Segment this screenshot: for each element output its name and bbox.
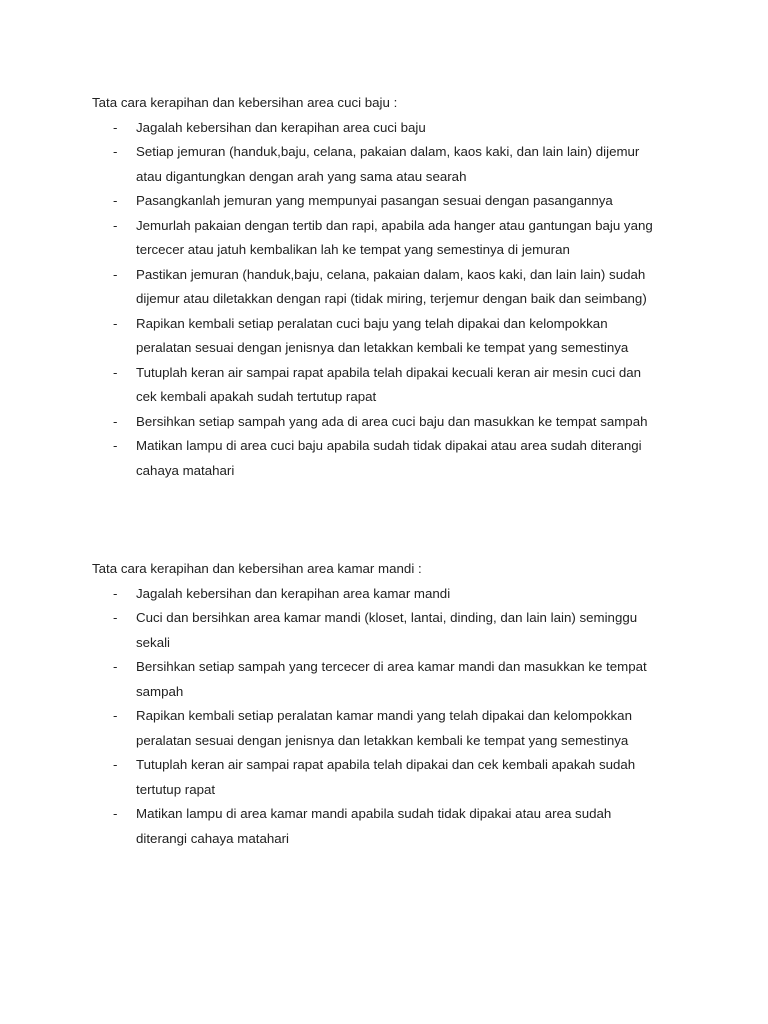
- dash-bullet: -: [113, 217, 118, 233]
- dash-bullet: -: [113, 193, 118, 208]
- item-text-line: Jagalah kebersihan dan kerapihan area cuci baju: [136, 119, 426, 135]
- item-text-line: peralatan sesuai dengan jenisnya dan letakkan kembali ke tempat yang semestinya: [136, 732, 629, 748]
- item-text-line: sampah: [136, 683, 184, 699]
- laundry-area-list: [92, 116, 692, 484]
- list-item: [92, 434, 692, 483]
- laundry-area-section: [92, 91, 692, 483]
- dash-bullet: -: [113, 266, 118, 282]
- item-text-line: cek kembali apakah sudah tertutup rapat: [136, 389, 377, 404]
- dash-bullet: -: [113, 144, 118, 159]
- list-item: [92, 410, 692, 435]
- bathroom-area-heading: Tata cara kerapihan dan kebersihan area kamar mandi :: [92, 561, 422, 576]
- dash-bullet: -: [113, 364, 118, 380]
- list-item: [92, 655, 692, 704]
- item-text-line: Setiap jemuran (handuk,baju, celana, pakaian dalam, kaos kaki, dan lain lain) dijemur: [136, 144, 640, 159]
- item-text-line: dijemur atau diletakkan dengan rapi (tidak miring, terjemur dengan baik dan seimbang): [136, 291, 647, 306]
- item-text-line: Jagalah kebersihan dan kerapihan area kamar mandi: [136, 585, 451, 601]
- item-text-line: Pastikan jemuran (handuk,baju, celana, pakaian dalam, kaos kaki, dan lain lain) sudah: [136, 266, 646, 282]
- item-text-line: peralatan sesuai dengan jenisnya dan letakkan kembali ke tempat yang semestinya: [136, 340, 629, 355]
- list-item: [92, 140, 692, 189]
- list-item: [92, 312, 692, 361]
- item-text-line: Jemurlah pakaian dengan tertib dan rapi, apabila ada hanger atau gantungan baju yang: [136, 217, 653, 233]
- dash-bullet: -: [113, 757, 118, 772]
- item-text-line: Tutuplah keran air sampai rapat apabila telah dipakai dan cek kembali apakah sudah: [136, 757, 636, 772]
- dash-bullet: -: [113, 438, 118, 453]
- dash-bullet: -: [113, 610, 118, 625]
- list-item: [92, 189, 692, 214]
- list-item: [92, 214, 692, 263]
- dash-bullet: -: [113, 708, 118, 723]
- dash-bullet: -: [113, 806, 118, 821]
- dash-bullet: -: [113, 585, 118, 601]
- item-text-line: Matikan lampu di area cuci baju apabila sudah tidak dipakai atau area sudah diterangi: [136, 438, 642, 453]
- dash-bullet: -: [113, 315, 118, 331]
- list-item: [92, 361, 692, 410]
- dash-bullet: -: [113, 413, 118, 429]
- list-item: [92, 704, 692, 753]
- item-text-line: cahaya matahari: [136, 462, 235, 478]
- item-text-line: Bersihkan setiap sampah yang tercecer di area kamar mandi dan masukkan ke tempat: [136, 659, 647, 674]
- item-text-line: Matikan lampu di area kamar mandi apabila sudah tidak dipakai atau area sudah: [136, 806, 612, 821]
- dash-bullet: -: [113, 659, 118, 674]
- item-text-line: Pasangkanlah jemuran yang mempunyai pasangan sesuai dengan pasangannya: [136, 193, 613, 208]
- list-item: [92, 753, 692, 802]
- item-text-line: tertutup rapat: [136, 781, 216, 797]
- item-text-line: Tutuplah keran air sampai rapat apabila telah dipakai kecuali keran air mesin cuci dan: [136, 364, 642, 380]
- bathroom-area-section: [92, 557, 692, 851]
- item-text-line: Rapikan kembali setiap peralatan cuci baju yang telah dipakai dan kelompokkan: [136, 315, 608, 331]
- item-text-line: Cuci dan bersihkan area kamar mandi (kloset, lantai, dinding, dan lain lain) seminggu: [136, 610, 638, 625]
- item-text-line: Bersihkan setiap sampah yang ada di area cuci baju dan masukkan ke tempat sampah: [136, 413, 648, 429]
- laundry-area-heading: Tata cara kerapihan dan kebersihan area cuci baju :: [92, 95, 398, 110]
- item-text-line: diterangi cahaya matahari: [136, 830, 290, 846]
- list-item: [92, 802, 692, 851]
- item-text-line: tercecer atau jatuh kembalikan lah ke tempat yang semestinya di jemuran: [136, 242, 570, 257]
- item-text-line: Rapikan kembali setiap peralatan kamar mandi yang telah dipakai dan kelompokkan: [136, 708, 632, 723]
- item-text-line: sekali: [136, 634, 170, 650]
- item-text-line: atau digantungkan dengan arah yang sama atau searah: [136, 168, 467, 184]
- list-item: [92, 582, 692, 607]
- list-item: [92, 116, 692, 141]
- list-item: [92, 606, 692, 655]
- dash-bullet: -: [113, 119, 118, 135]
- bathroom-area-list: [92, 582, 692, 852]
- list-item: [92, 263, 692, 312]
